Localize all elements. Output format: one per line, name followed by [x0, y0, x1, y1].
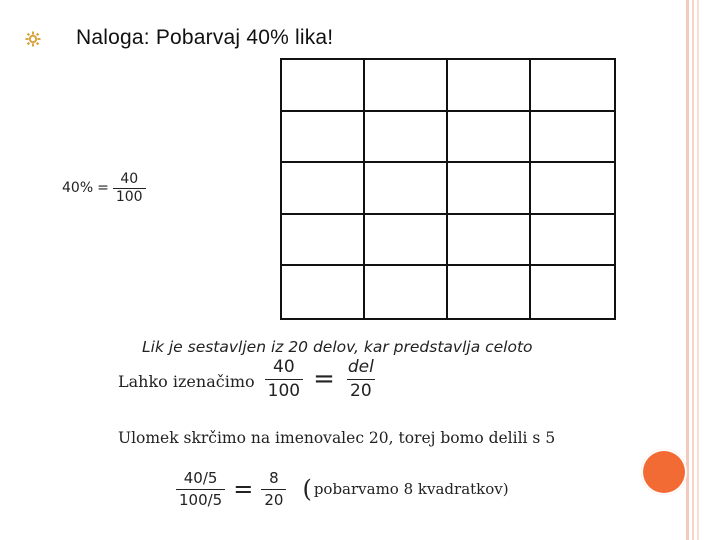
- fraction-numerator: 8: [269, 469, 279, 487]
- result-note: [302, 477, 508, 501]
- slide-title: Naloga: Pobarvaj 40% lika!: [76, 26, 334, 49]
- grid-cell[interactable]: [282, 163, 365, 215]
- grid-cell[interactable]: [531, 60, 614, 112]
- grid-cell[interactable]: [365, 215, 448, 267]
- fraction-numerator: del: [347, 357, 374, 377]
- frame-line: [692, 0, 694, 540]
- frame-line: [686, 0, 689, 540]
- fraction-numerator: 40/5: [183, 469, 218, 487]
- equate-label: Lahko izenačimo: [118, 371, 255, 391]
- grid-cell[interactable]: [531, 112, 614, 164]
- fraction-denominator: 100/5: [176, 489, 225, 509]
- open-parenthesis: (: [302, 475, 312, 503]
- grid-cell[interactable]: [531, 266, 614, 318]
- fraction-numerator: 40: [273, 357, 295, 377]
- shape-grid: [280, 58, 616, 320]
- gear-bullet-icon: [24, 30, 42, 48]
- grid-cell[interactable]: [365, 60, 448, 112]
- grid-cell[interactable]: [282, 215, 365, 267]
- equals-sign: =: [97, 180, 109, 197]
- equals-sign: =: [233, 475, 254, 503]
- grid-cell[interactable]: [531, 215, 614, 267]
- explanation-line-reduce: Ulomek skrčimo na imenovalec 20, torej bomo delili s 5: [118, 429, 556, 447]
- fraction-denominator: 20: [347, 379, 375, 401]
- grid-cell[interactable]: [282, 266, 365, 318]
- grid-cell[interactable]: [282, 60, 365, 112]
- fraction-40-100: [265, 358, 303, 400]
- explanation-line-whole: Lik je sestavljen iz 20 delov, kar predstavlja celoto: [142, 338, 533, 356]
- result-note-text: pobarvamo 8 kvadratkov): [313, 480, 509, 498]
- fraction-reduced: [176, 470, 225, 508]
- grid-cell[interactable]: [365, 163, 448, 215]
- fraction-denominator: 100: [113, 188, 146, 205]
- frame-line: [697, 0, 699, 540]
- grid-cell[interactable]: [448, 112, 531, 164]
- fraction-8-20: [261, 470, 286, 508]
- percent-equation: [62, 172, 146, 204]
- grid-cell[interactable]: [448, 215, 531, 267]
- equals-sign: =: [313, 364, 335, 395]
- grid-cell[interactable]: [282, 112, 365, 164]
- fraction-denominator: 20: [261, 489, 286, 509]
- grid-cell[interactable]: [448, 163, 531, 215]
- explanation-line-result: [176, 470, 509, 508]
- grid-cell[interactable]: [448, 266, 531, 318]
- fraction-del-20: [345, 358, 377, 400]
- explanation-line-equate: [118, 358, 377, 400]
- fraction: [113, 172, 146, 204]
- decorative-orange-circle: [641, 449, 687, 495]
- grid-cell[interactable]: [365, 112, 448, 164]
- fraction-denominator: 100: [265, 379, 303, 401]
- grid-cell[interactable]: [531, 163, 614, 215]
- grid-cell[interactable]: [365, 266, 448, 318]
- percent-value: 40%: [62, 180, 94, 197]
- fraction-numerator: 40: [120, 171, 139, 187]
- decorative-frame-lines: [686, 0, 702, 540]
- grid-cell[interactable]: [448, 60, 531, 112]
